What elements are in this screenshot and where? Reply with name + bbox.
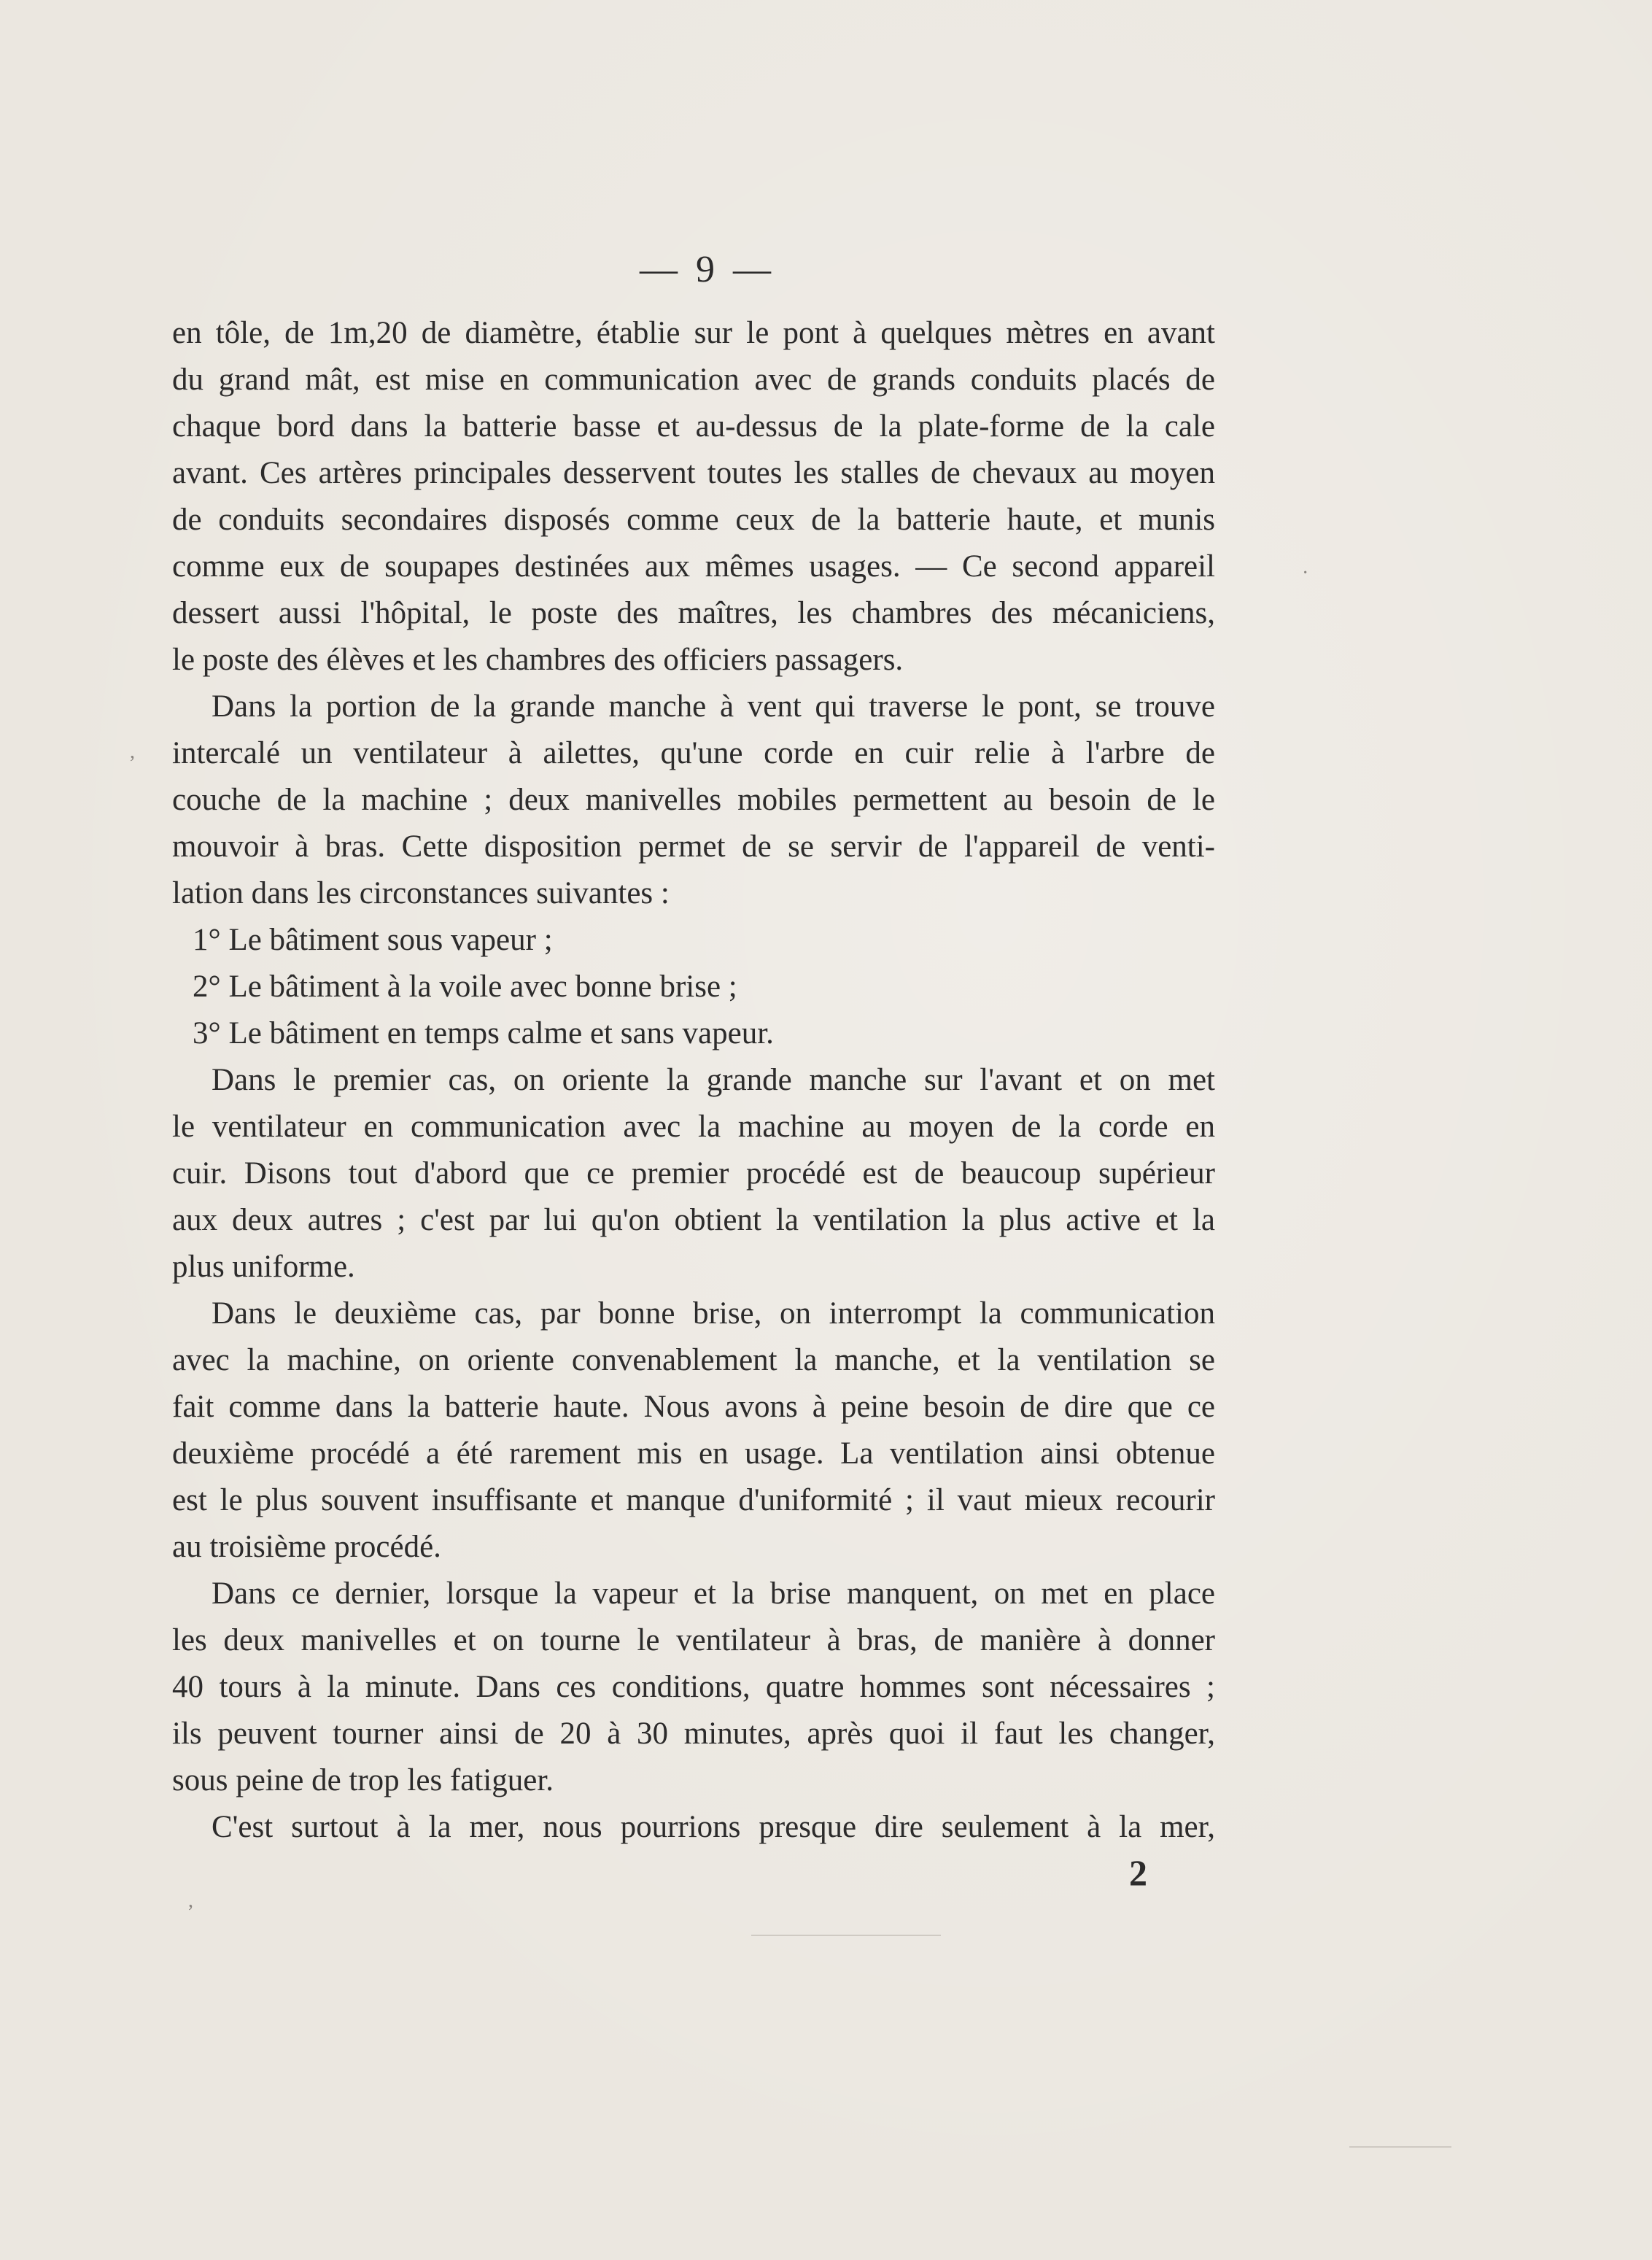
text-line: Dans la portion de la grande manche à vent qui traverse le pont, se trouve: [212, 689, 1215, 724]
faint-rule: [1349, 2146, 1451, 2148]
text-line: dessert aussi l'hôpital, le poste des maîtres, les chambres des mécaniciens,: [172, 596, 1215, 630]
signature-mark: 2: [1129, 1852, 1147, 1893]
text-line: du grand mât, est mise en communication avec de grands conduits placés de: [172, 363, 1215, 397]
body-text: [172, 310, 1215, 1851]
text-line: mouvoir à bras. Cette disposition permet de se servir de l'appareil de venti-: [172, 829, 1215, 864]
text-line: avec la machine, on oriente convenablement la manche, et la ventilation se: [172, 1343, 1215, 1377]
text-line: le poste des élèves et les chambres des officiers passagers.: [172, 643, 904, 677]
text-line: les deux manivelles et on tourne le ventilateur à bras, de manière à donner: [172, 1623, 1215, 1657]
list-item: 1° Le bâtiment sous vapeur ;: [193, 923, 553, 957]
text-line: plus uniforme.: [172, 1250, 355, 1284]
text-line: lation dans les circonstances suivantes :: [172, 876, 670, 910]
text-line: intercalé un ventilateur à ailettes, qu'une corde en cuir relie à l'arbre de: [172, 736, 1215, 770]
page-number: — 9 —: [640, 249, 775, 290]
paper-speck: ,: [188, 1889, 193, 1912]
list-item: 3° Le bâtiment en temps calme et sans vapeur.: [193, 1016, 774, 1050]
text-line: comme eux de soupapes destinées aux mêmes usages. — Ce second appareil: [172, 549, 1215, 584]
paper-speck: ·: [1302, 562, 1309, 584]
text-line: fait comme dans la batterie haute. Nous avons à peine besoin de dire que ce: [172, 1390, 1215, 1424]
text-line: le ventilateur en communication avec la machine au moyen de la corde en: [172, 1110, 1215, 1144]
text-line: de conduits secondaires disposés comme ceux de la batterie haute, et munis: [172, 503, 1215, 537]
text-line: Dans le deuxième cas, par bonne brise, on interrompt la communication: [212, 1296, 1215, 1331]
text-line: 40 tours à la minute. Dans ces conditions, quatre hommes sont nécessaires ;: [172, 1670, 1215, 1704]
text-line: chaque bord dans la batterie basse et au-dessus de la plate-forme de la cale: [172, 409, 1215, 444]
text-line: aux deux autres ; c'est par lui qu'on obtient la ventilation la plus active et la: [172, 1203, 1215, 1237]
text-line: deuxième procédé a été rarement mis en usage. La ventilation ainsi obtenue: [172, 1436, 1215, 1471]
text-line: avant. Ces artères principales desservent toutes les stalles de chevaux au moyen: [172, 456, 1215, 490]
text-line: en tôle, de 1m,20 de diamètre, établie sur le pont à quelques mètres en avant: [172, 316, 1215, 350]
text-line: est le plus souvent insuffisante et manque d'uniformité ; il vaut mieux recourir: [172, 1483, 1215, 1517]
text-line: Dans le premier cas, on oriente la grande manche sur l'avant et on met: [212, 1063, 1215, 1097]
paper-speck: ,: [130, 740, 135, 763]
faint-rule: [751, 1935, 941, 1936]
text-line: au troisième procédé.: [172, 1530, 441, 1564]
list-item: 2° Le bâtiment à la voile avec bonne brise ;: [193, 970, 737, 1004]
text-line: C'est surtout à la mer, nous pourrions presque dire seulement à la mer,: [212, 1810, 1215, 1844]
text-line: ils peuvent tourner ainsi de 20 à 30 minutes, après quoi il faut les changer,: [172, 1717, 1215, 1751]
text-line: cuir. Disons tout d'abord que ce premier procédé est de beaucoup supérieur: [172, 1156, 1215, 1191]
text-line: Dans ce dernier, lorsque la vapeur et la brise manquent, on met en place: [212, 1576, 1215, 1611]
text-line: sous peine de trop les fatiguer.: [172, 1763, 554, 1797]
text-line: couche de la machine ; deux manivelles mobiles permettent au besoin de le: [172, 783, 1215, 817]
